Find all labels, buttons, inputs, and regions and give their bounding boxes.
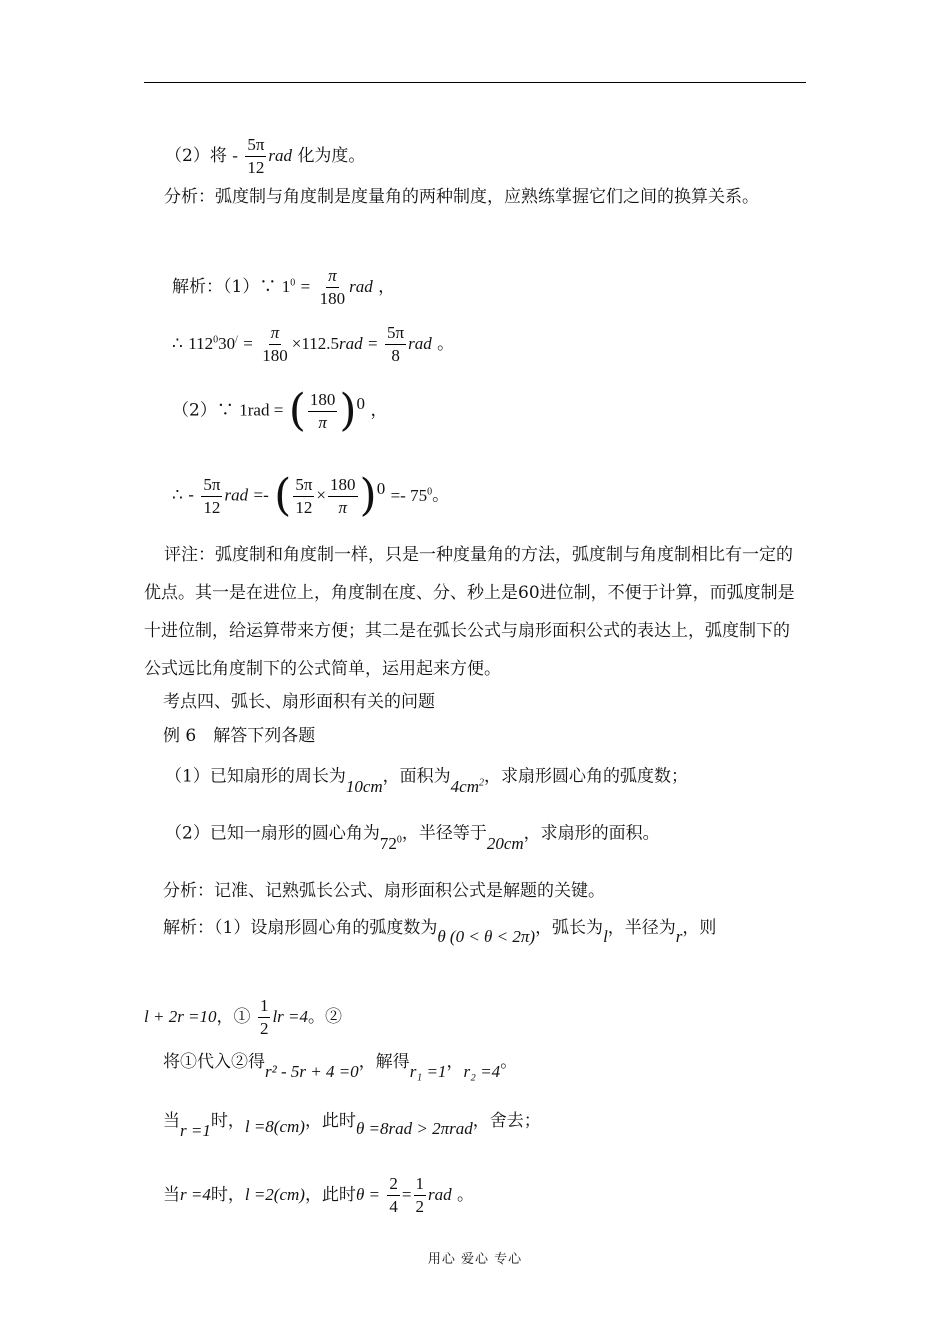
fraction-pi-180: $\frac{\pi}{180}$: [319, 266, 346, 308]
analysis-2: 分析：记准、记熟弧长公式、扇形面积公式是解题的关键。: [163, 881, 605, 901]
case-r1: 当r =1时，l =8(cm)，此时θ =8rad > 2πrad，舍去；: [163, 1111, 541, 1140]
fraction-5pi-12: $\frac{5\pi}{12}$: [247, 135, 265, 177]
fraction-5pi-8: $\frac{5\pi}{8}$: [387, 323, 405, 365]
fraction-1-2: $\frac{1}{2}$: [415, 1174, 425, 1216]
fraction-2-4: $\frac{2}{4}$: [389, 1174, 398, 1216]
example-6-heading: 例 6 解答下列各题: [163, 726, 316, 746]
fraction-5pi-12-c: $\frac{5\pi}{12}$: [295, 474, 313, 517]
fraction-pi-180-b: $\frac{\pi}{180}$: [262, 323, 288, 365]
fraction-half: $\frac{1}{2}$: [259, 996, 269, 1038]
substitution-line: 将①代入②得r² - 5r + 4 =0，解得r₁ =1，r₂ =4。: [163, 1052, 518, 1081]
example-6-q2: （2）已知一扇形的圆心角为$72^0$，半径等于20cm，求扇形的面积。: [165, 823, 660, 853]
fraction-5pi-12-b: $\frac{5\pi}{12}$: [203, 474, 221, 517]
example-6-q1: （1）已知扇形的周长为10cm，面积为$4cm^2$，求扇形圆心角的弧度数；: [165, 766, 688, 796]
fraction-180-pi: $\frac{180}{\pi}$: [309, 389, 336, 432]
case-r4: 当r =4时，l =2(cm)，此时θ = $\frac{2}{4}$ = $\frac{1}{2}$ rad 。: [163, 1174, 475, 1216]
page-footer: 用心 爱心 专心: [427, 1252, 523, 1267]
comment-paragraph: 评注：弧度制和角度制一样，只是一种度量角的方法，弧度制与角度制相比有一定的优点。其一是在进位上，角度制在度、分、秒上是60进位制，不便于计算，而弧度制是十进位制，给运算带来方便；其二是在弧长公式与扇形面积公式的表达上，弧度制下的公式远比角度制下的公式简单，运用起来方便。: [144, 545, 795, 679]
equation-system: l + 2r =10，① $\frac{1}{2}$ lr =4。②: [144, 996, 343, 1038]
fraction-180-pi-b: $\frac{180}{\pi}$: [330, 474, 356, 517]
solution-2-result: ∴ - $\frac{5\pi}{12}$ rad =- ( $\frac{5\pi}{12}$ × $\frac{180}{\pi}$ )$^0 =- 75^0$。: [172, 470, 450, 521]
solution-1-result: ∴ $112^030^/$ = $\frac{\pi}{180}$ ×112.5rad = $\frac{5\pi}{8}$ rad 。: [172, 323, 455, 365]
question-2: （2）将 - $\frac{5\pi}{12}$ rad 化为度。: [165, 135, 366, 177]
solution-6-intro: 解析：（1）设扇形圆心角的弧度数为θ (0 < θ < 2π)，弧长为l，半径为r，则: [163, 918, 717, 946]
solution-1-line: 解析：（1）∵ $1^0$ = $\frac{\pi}{180}$ rad ，: [172, 266, 396, 308]
kaodian-heading: 考点四、弧长、扇形面积有关的问题: [163, 692, 435, 712]
header-rule: [144, 82, 806, 83]
solution-2-line: （2）∵ 1rad = ( $\frac{180}{\pi}$ )$^0$ ，: [172, 385, 388, 436]
analysis-paragraph: 分析：弧度制与角度制是度量角的两种制度，应熟练掌握它们之间的换算关系。: [164, 187, 759, 207]
